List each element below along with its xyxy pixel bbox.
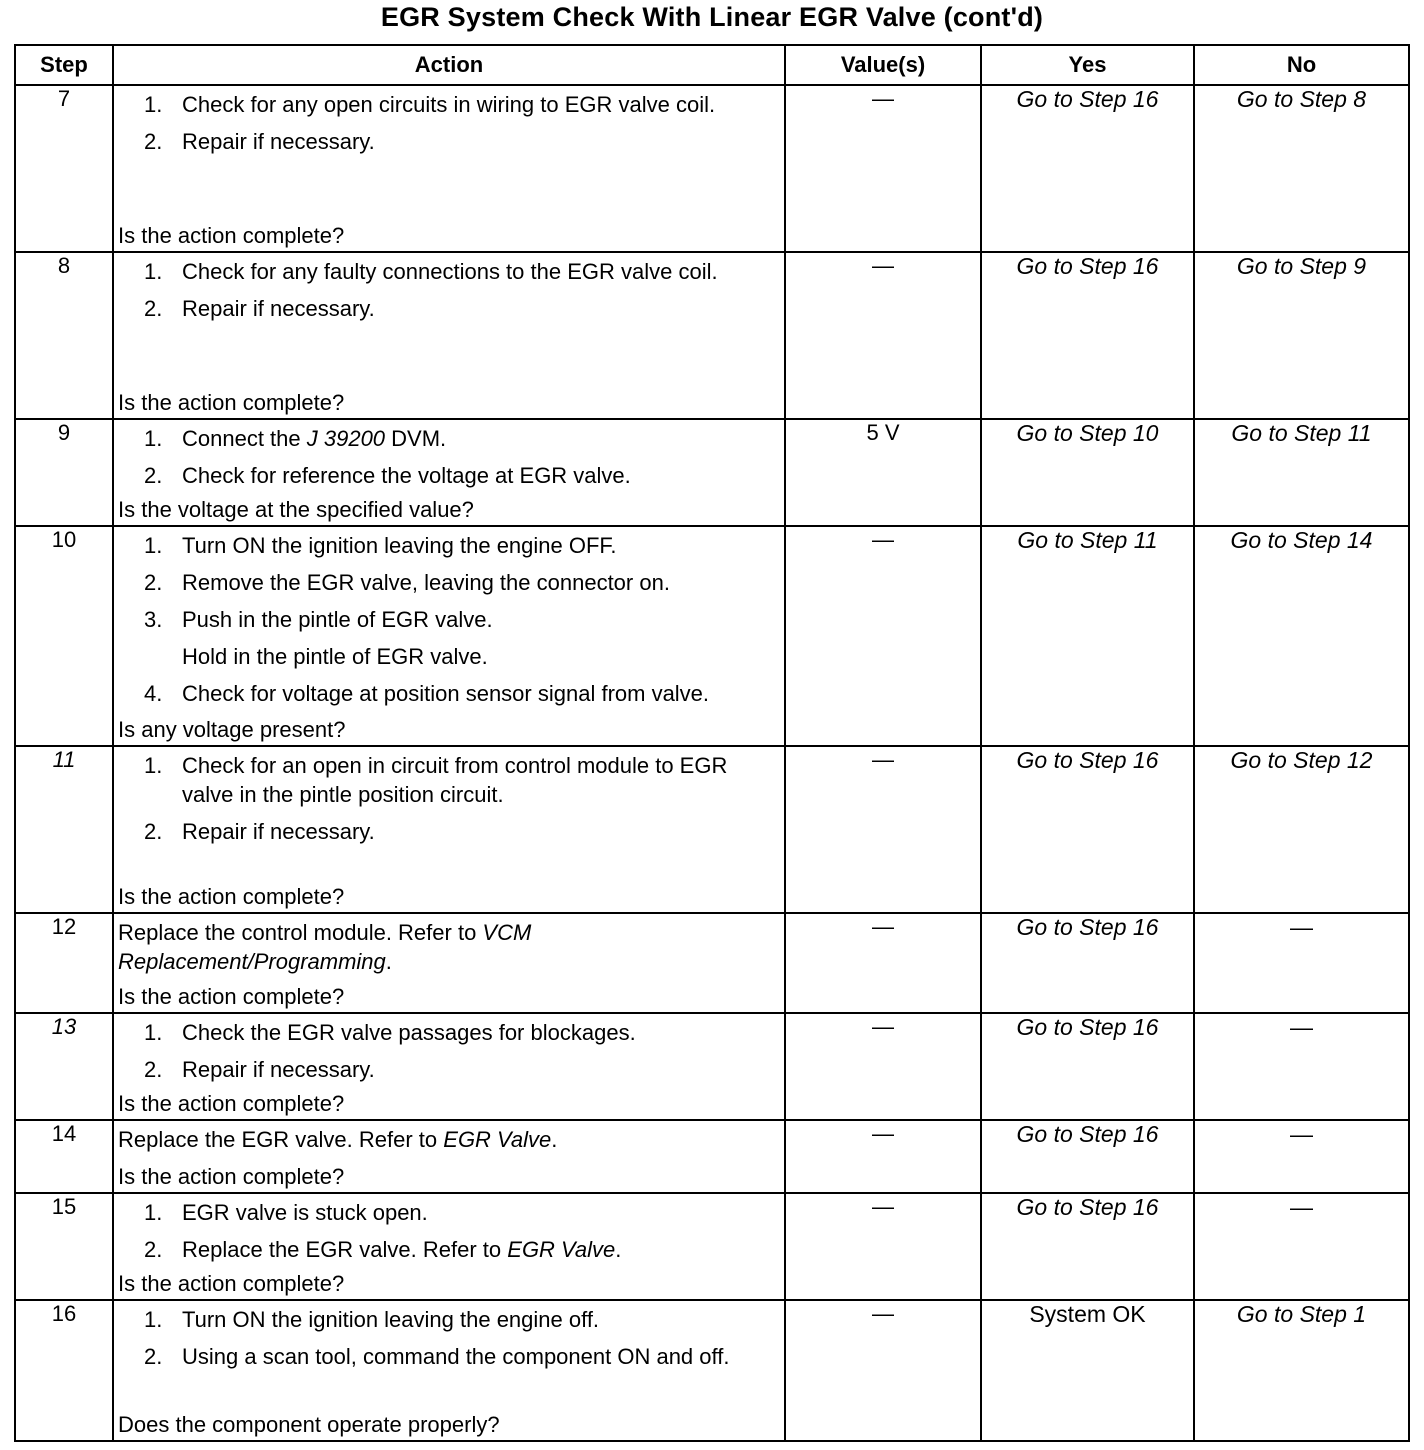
action-step-number: 1. [144, 533, 163, 558]
action-step [144, 751, 776, 809]
header-no: No [1194, 45, 1409, 85]
table-row [15, 252, 1409, 419]
no-cell: Go to Step 12 [1194, 746, 1409, 913]
action-step [144, 424, 776, 453]
action-step-text: Repair if necessary. [182, 1057, 375, 1082]
action-step [144, 127, 776, 156]
value-cell: — [785, 913, 981, 1013]
action-step-text: Check for voltage at position sensor signal from valve. [182, 681, 710, 706]
action-cell [113, 252, 785, 419]
header-step: Step [15, 45, 113, 85]
action-cell [113, 526, 785, 746]
header-row [15, 45, 1409, 85]
value-cell: — [785, 252, 981, 419]
action-steps-list [114, 1014, 784, 1084]
action-step-text: Hold in the pintle of EGR valve. [182, 644, 488, 669]
yes-cell: Go to Step 10 [981, 419, 1194, 526]
no-cell: — [1194, 913, 1409, 1013]
action-question: Is the action complete? [118, 984, 345, 1009]
no-cell: Go to Step 11 [1194, 419, 1409, 526]
no-cell: Go to Step 1 [1194, 1300, 1409, 1441]
yes-cell: Go to Step 16 [981, 85, 1194, 252]
action-step-text: Replace the EGR valve. Refer to EGR Valve. [182, 1237, 622, 1262]
step-number: 12 [15, 913, 113, 1013]
action-text: Replace the EGR valve. Refer to EGR Valve. [118, 1127, 558, 1152]
header-action: Action [113, 45, 785, 85]
action-step [144, 568, 776, 597]
yes-cell: Go to Step 11 [981, 526, 1194, 746]
step-number: 14 [15, 1120, 113, 1193]
action-step-text: Repair if necessary. [182, 296, 375, 321]
action-steps-list [114, 253, 784, 323]
action-steps-list [114, 1301, 784, 1371]
action-steps-list [114, 527, 784, 708]
yes-cell: Go to Step 16 [981, 252, 1194, 419]
action-step-number: 4. [144, 681, 163, 706]
action-step-number: 1. [144, 92, 163, 117]
action-step-number: 2. [144, 819, 163, 844]
action-step [144, 605, 776, 634]
no-cell: — [1194, 1013, 1409, 1120]
table-row [15, 1193, 1409, 1300]
step-number: 11 [15, 746, 113, 913]
action-step-number: 2. [144, 1057, 163, 1082]
table-body [15, 85, 1409, 1441]
yes-cell: Go to Step 16 [981, 1193, 1194, 1300]
action-step [144, 90, 776, 119]
step-number: 10 [15, 526, 113, 746]
action-step-number: 2. [144, 570, 163, 595]
action-question: Is any voltage present? [118, 717, 346, 742]
action-step-text: Remove the EGR valve, leaving the connector on. [182, 570, 670, 595]
action-step-text: Using a scan tool, command the component ON and off. [182, 1344, 730, 1369]
table-row [15, 1300, 1409, 1441]
value-cell: — [785, 1193, 981, 1300]
action-step-number: 1. [144, 1200, 163, 1225]
action-step-number: 2. [144, 463, 163, 488]
action-step-text: Connect the J 39200 DVM. [182, 426, 447, 451]
no-cell: Go to Step 14 [1194, 526, 1409, 746]
action-cell [113, 913, 785, 1013]
action-step [144, 1198, 776, 1227]
action-question: Does the component operate properly? [118, 1412, 500, 1437]
yes-cell: Go to Step 16 [981, 913, 1194, 1013]
yes-cell: Go to Step 16 [981, 746, 1194, 913]
step-number: 16 [15, 1300, 113, 1441]
yes-cell: System OK [981, 1300, 1194, 1441]
action-step [144, 461, 776, 490]
value-cell: — [785, 746, 981, 913]
no-cell: — [1194, 1193, 1409, 1300]
action-step-number: 2. [144, 1237, 163, 1262]
action-step [144, 1305, 776, 1334]
action-question: Is the action complete? [118, 1164, 345, 1189]
action-step [144, 1235, 776, 1264]
reference-link-text: EGR Valve [443, 1127, 552, 1152]
no-cell: Go to Step 9 [1194, 252, 1409, 419]
header-values: Value(s) [785, 45, 981, 85]
action-step [144, 294, 776, 323]
action-question: Is the voltage at the specified value? [118, 497, 474, 522]
action-step-number: 1. [144, 259, 163, 284]
header-yes: Yes [981, 45, 1194, 85]
table-row [15, 419, 1409, 526]
value-cell: — [785, 1120, 981, 1193]
value-cell: — [785, 526, 981, 746]
action-step [144, 642, 776, 671]
table-row [15, 1013, 1409, 1120]
table-row [15, 526, 1409, 746]
action-question: Is the action complete? [118, 390, 345, 415]
action-step [144, 1342, 776, 1371]
step-number: 7 [15, 85, 113, 252]
action-step-number: 1. [144, 426, 163, 451]
action-steps-list [114, 420, 784, 490]
value-cell: — [785, 85, 981, 252]
action-step-number: 1. [144, 1307, 163, 1332]
action-step-number: 2. [144, 129, 163, 154]
action-step [144, 679, 776, 708]
action-question: Is the action complete? [118, 1091, 345, 1116]
action-cell [113, 1013, 785, 1120]
table-row [15, 746, 1409, 913]
action-cell [113, 419, 785, 526]
action-step-text: Check for an open in circuit from control module to EGR valve in the pintle position circuit. [182, 753, 728, 807]
action-step-text: Check the EGR valve passages for blockages. [182, 1020, 636, 1045]
action-step [144, 1055, 776, 1084]
table-row [15, 85, 1409, 252]
action-step-text: EGR valve is stuck open. [182, 1200, 428, 1225]
step-number: 13 [15, 1013, 113, 1120]
action-steps-list [114, 1194, 784, 1264]
page-title: EGR System Check With Linear EGR Valve (cont'd) [380, 2, 1044, 32]
action-step-text: Turn ON the ignition leaving the engine OFF. [182, 533, 617, 558]
action-step-number: 1. [144, 1020, 163, 1045]
action-question: Is the action complete? [118, 884, 345, 909]
action-step-number: 2. [144, 296, 163, 321]
action-step-number: 3. [144, 607, 163, 632]
action-step-text: Push in the pintle of EGR valve. [182, 607, 493, 632]
action-step [144, 257, 776, 286]
yes-cell: Go to Step 16 [981, 1120, 1194, 1193]
action-cell [113, 1193, 785, 1300]
yes-cell: Go to Step 16 [981, 1013, 1194, 1120]
step-number: 8 [15, 252, 113, 419]
reference-link-text: J 39200 [306, 426, 386, 451]
action-step-text: Repair if necessary. [182, 819, 375, 844]
value-cell: — [785, 1013, 981, 1120]
action-step [144, 817, 776, 846]
action-cell [113, 1120, 785, 1193]
reference-link-text: VCM Replacement/Programming [118, 920, 532, 974]
action-steps-list [114, 747, 784, 846]
no-cell: — [1194, 1120, 1409, 1193]
value-cell: 5 V [785, 419, 981, 526]
action-step-number: 2. [144, 1344, 163, 1369]
action-question: Is the action complete? [118, 1271, 345, 1296]
action-step-text: Check for any faulty connections to the EGR valve coil. [182, 259, 718, 284]
action-question: Is the action complete? [118, 223, 345, 248]
action-text: Replace the control module. Refer to VCM Replacement/Programming. [118, 920, 532, 974]
action-step-text: Check for any open circuits in wiring to EGR valve coil. [182, 92, 716, 117]
action-cell [113, 1300, 785, 1441]
action-steps-list [114, 86, 784, 156]
table-row [15, 913, 1409, 1013]
no-cell: Go to Step 8 [1194, 85, 1409, 252]
action-cell [113, 85, 785, 252]
action-cell [113, 746, 785, 913]
egr-check-table [14, 44, 1410, 1442]
action-step-number: 1. [144, 753, 163, 778]
value-cell: — [785, 1300, 981, 1441]
reference-link-text: EGR Valve [507, 1237, 616, 1262]
table-row [15, 1120, 1409, 1193]
action-step [144, 1018, 776, 1047]
step-number: 15 [15, 1193, 113, 1300]
step-number: 9 [15, 419, 113, 526]
action-step [144, 531, 776, 560]
action-step-text: Check for reference the voltage at EGR valve. [182, 463, 631, 488]
action-step-text: Repair if necessary. [182, 129, 375, 154]
action-step-text: Turn ON the ignition leaving the engine off. [182, 1307, 600, 1332]
